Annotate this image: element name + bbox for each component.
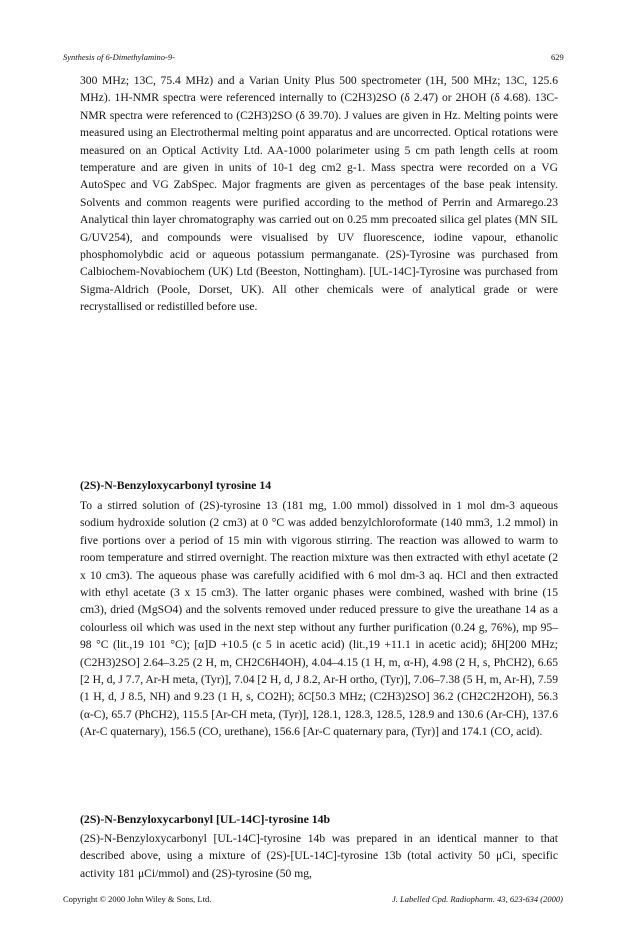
journal-citation: J. Labelled Cpd. Radiopharm. 43, 623-634 (2000) (392, 894, 563, 904)
section-heading-compound-14: (2S)-N-Benzyloxycarbonyl tyrosine 14 (80, 478, 272, 492)
copyright-notice: Copyright © 2000 John Wiley & Sons, Ltd. (63, 894, 212, 904)
section-body-compound-14b: (2S)-N-Benzyloxycarbonyl [UL-14C]-tyrosine 14b was prepared in an identical manner to that described above, using a mixture of (2S)-[UL-14C]-tyrosine 13b (total activity 50 μCi, specific activity 181 μCi/mmol) and (2S)-tyrosine (50 mg, (80, 832, 558, 880)
page-number: 629 (551, 52, 564, 62)
running-title: Synthesis of 6-Dimethylamino-9- (63, 52, 175, 62)
intro-paragraph: 300 MHz; 13C, 75.4 MHz) and a Varian Unity Plus 500 spectrometer (1H, 500 MHz; 13C, 125.6 MHz). 1H-NMR spectra were referenced internally to (C2H3)2SO (δ 2.47) or 2HOH (δ 4.68). 13C-NMR spectra were referenced to (C2H3)2SO (δ 39.70). J values are given in Hz. Melting points were measured using an Electrothermal melting point apparatus and are uncorrected. Optical rotations were measured on an Optical Activity Ltd. AA-1000 polarimeter using 5 cm path length cells at room temperature and are given in units of 10-1 deg cm2 g-1. Mass spectra were recorded on a VG AutoSpec and VG ZabSpec. Major fragments are given as percentages of the base peak intensity. Solvents and common reagents were purified according to the method of Perrin and Armarego.23 Analytical thin layer chromatography was carried out on 0.25 mm precoated silica gel plates (MN SIL G/UV254), and compounds were visualised by UV fluorescence, iodine vapour, ethanolic phosphomolybdic acid or aqueous potassium permanganate. (2S)-Tyrosine was purchased from Calbiochem-Novabiochem (UK) Ltd (Beeston, Nottingham). [UL-14C]-Tyrosine was purchased from Sigma-Aldrich (Poole, Dorset, UK). All other chemicals were of analytical grade or were recrystallised or redistilled before use. (80, 74, 558, 314)
section-body-compound-14: To a stirred solution of (2S)-tyrosine 13 (181 mg, 1.00 mmol) dissolved in 1 mol dm-3 aqueous sodium hydroxide solution (2 cm3) at 0 °C was added benzylchloroformate (140 mm3, 1.2 mmol) in five portions over a period of 15 min with vigorous stirring. The reaction was allowed to warm to room temperature and stirred overnight. The reaction mixture was then extracted with ethyl acetate (2 x 10 cm3). The aqueous phase was carefully acidified with 6 mol dm-3 aq. HCl and then extracted with ethyl acetate (3 x 15 cm3). The latter organic phases were combined, washed with brine (15 cm3), dried (MgSO4) and the solvents removed under reduced pressure to give the ureathane 14 as a colourless oil which was used in the next step without any further purification (0.24 g, 76%), mp 95–98 °C (lit.,19 101 °C); [α]D +10.5 (c 5 in acetic acid) (lit.,19 +11.1 in acetic acid); δH[200 MHz; (C2H3)2SO] 2.64–3.25 (2 H, m, CH2C6H4OH), 4.04–4.15 (1 H, m, α-H), 4.98 (2 H, s, PhCH2), 6.65 [2 H, d, J 7.7, Ar-H meta, (Tyr)], 7.04 [2 H, d, J 8.2, Ar-H ortho, (Tyr)], 7.06–7.38 (5 H, m, Ar-H), 7.59 (1 H, d, J 8.5, NH) and 9.23 (1 H, s, CO2H); δC[50.3 MHz; (C2H3)2SO] 36.2 (CH2C2H2OH), 56.3 (α-C), 65.7 (PhCH2), 115.5 [Ar-CH meta, (Tyr)], 128.1, 128.3, 128.5, 128.9 and 130.6 (Ar-CH), 137.6 (Ar-C quaternary), 156.5 (CO, urethane), 156.6 [Ar-C quaternary para, (Tyr)] and 174.1 (CO, acid). (80, 499, 558, 739)
section-heading-compound-14b: (2S)-N-Benzyloxycarbonyl [UL-14C]-tyrosine 14b (80, 812, 331, 826)
